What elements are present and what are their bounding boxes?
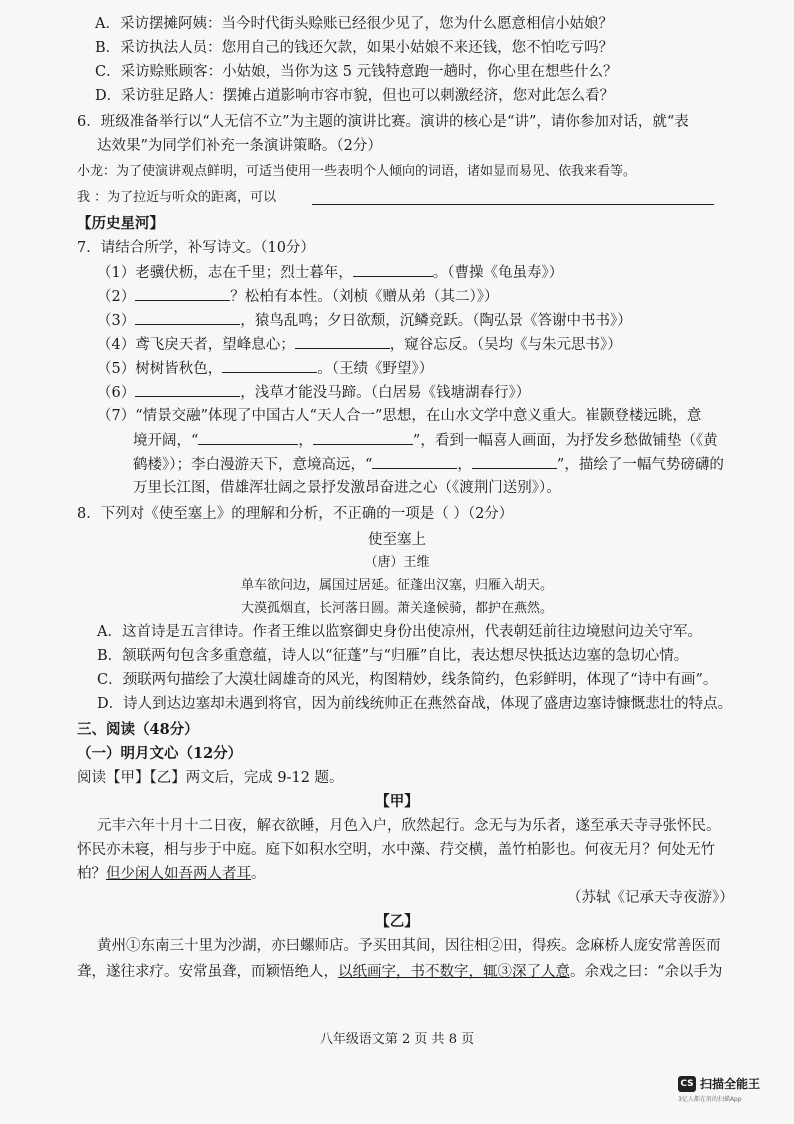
q7-item7-line2: 境开阔，“ ， ”，看到一幅喜人画面，为抒发乡愁做铺垫（《黄: [133, 430, 718, 451]
q7-title: 7．请结合所学，补写诗文。（10分）: [77, 240, 315, 256]
poem-author: （唐）王维: [364, 555, 430, 570]
jia-label: 【甲】: [375, 793, 419, 810]
q5-option-c: C．采访赊账顾客：小姑娘，当你为这 5 元钱特意跑一趟时，你心里在想些什么？: [95, 64, 618, 80]
poem-line-2: 大漠孤烟直，长河落日圆。萧关逢候骑，都护在燕然。: [240, 601, 553, 616]
q7-item7-line1: （7）“情景交融”体现了中国古人“天人合一”思想，在山水文学中意义重大。崔颢登楼远眺，意: [97, 408, 702, 424]
reading-intro: 阅读【甲】【乙】两文后，完成 9-12 题。: [77, 770, 344, 786]
section-history-title: 【历史星河】: [77, 215, 164, 232]
jia-source: （苏轼《记承天寺夜游》）: [567, 890, 734, 906]
jia-line-2: 怀民亦未寝，相与步于中庭。庭下如积水空明，水中藻、荇交横，盖竹柏影也。何夜无月？何处无竹: [77, 842, 715, 858]
q7-blank-1[interactable]: [353, 262, 433, 277]
q7-item4: （4）鸢飞戾天者，望峰息心； ，窥谷忘反。（吴均《与朱元思书》）: [97, 334, 622, 355]
q7-blank-6[interactable]: [135, 382, 240, 397]
q7-blank-7c[interactable]: [372, 454, 457, 469]
yi-line-2: 聋，遂往求疗。安常虽聋，而颖悟绝人，以纸画字，书不数字，辄③深了人意。余戏之曰：“余以手为: [77, 964, 723, 980]
q8-option-a: A．这首诗是五言律诗。作者王维以监察御史身份出使凉州，代表朝廷前往边境慰问边关守军。: [97, 624, 702, 640]
poem-line-1: 单车欲问边，属国过居延。征蓬出汉塞，归雁入胡天。: [240, 578, 553, 593]
q7-blank-5[interactable]: [222, 358, 317, 373]
section-3-title: 三、阅读（48分）: [77, 721, 199, 738]
q5-option-d: D．采访驻足路人：摆摊占道影响市容市貌，但也可以刺激经济，您对此怎么看？: [95, 88, 615, 104]
q7-item3: （3） ，猿鸟乱鸣；夕日欲颓，沉鳞竞跃。（陶弘景《答谢中书书》）: [97, 310, 632, 331]
yi-label: 【乙】: [375, 913, 419, 930]
q7-blank-7d[interactable]: [472, 454, 557, 469]
q8-option-d: D．诗人到达边塞却未遇到将官，因为前线统帅正在燕然奋战，体现了盛唐边塞诗慷慨悲壮的特点。: [97, 696, 733, 712]
q7-blank-7b[interactable]: [313, 430, 413, 445]
q7-item7-line4: 万里长江图，借雄浑壮阔之景抒发激昂奋进之心（《渡荆门送别》）。: [133, 480, 561, 496]
camscanner-logo-icon: CS: [678, 1076, 696, 1092]
q7-item2: （2） ？松柏有本性。（刘桢《赠从弟（其二）》）: [97, 286, 498, 307]
jia-line-1: 元丰六年十月十二日夜，解衣欲睡，月色入户，欣然起行。念无与为乐者，遂至承天寺寻张怀民。: [97, 818, 721, 834]
q6-xiaolong: 小龙：为了使演讲观点鲜明，可适当使用一些表明个人倾向的词语，诸如显而易见、依我来看等。: [77, 164, 637, 179]
q7-item6: （6） ，浅草才能没马蹄。（白居易《钱塘湖春行》）: [97, 382, 530, 403]
q7-blank-3[interactable]: [135, 310, 240, 325]
q7-item7-line3: 鹤楼》）；李白漫游天下，意境高远，“ ， ”，描绘了一幅气势磅礴的: [133, 454, 724, 475]
poem-title: 使至塞上: [368, 532, 426, 548]
page-footer: 八年级语文第 2 页 共 8 页: [319, 1032, 475, 1047]
q7-blank-2[interactable]: [135, 286, 230, 301]
q6-answer-line[interactable]: [312, 204, 714, 205]
watermark-name: 扫描全能王: [700, 1077, 761, 1091]
q8-option-b: B．颔联两句包含多重意蕴，诗人以“征蓬”与“归雁”自比，表达想尽快抵达边塞的急切心情。: [97, 648, 689, 664]
jia-underlined-sentence: 但少闲人如吾两人者耳: [106, 866, 251, 882]
q6-line2: 达效果”为同学们补充一条演讲策略。（2分）: [97, 138, 382, 154]
jia-line-3: 柏？但少闲人如吾两人者耳。: [77, 866, 266, 882]
q7-blank-4[interactable]: [295, 334, 390, 349]
section-3-1-title: （一）明月文心（12分）: [77, 745, 243, 762]
yi-line-1: 黄州①东南三十里为沙湖，亦曰螺师店。予买田其间，因往相②田，得疾。念麻桥人庞安常善医而: [97, 938, 721, 954]
q7-blank-7a[interactable]: [198, 430, 298, 445]
q6-line1: 6．班级准备举行以“人无信不立”为主题的演讲比赛。演讲的核心是“讲”，请你参加对话，就“表: [77, 114, 689, 130]
q5-option-b: B．采访执法人员：您用自己的钱还欠款，如果小姑娘不来还钱，您不怕吃亏吗？: [95, 40, 614, 56]
q8-title: 8．下列对《使至塞上》的理解和分析，不正确的一项是（ ）（2分）: [77, 506, 514, 522]
q6-me: 我 ：为了拉近与听众的距离，可以: [77, 190, 277, 205]
q8-option-c: C．颈联两句描绘了大漠壮阔雄奇的风光，构图精妙，线条简约，色彩鲜明，体现了“诗中有画”。: [97, 672, 718, 688]
yi-underlined-sentence: 以纸画字，书不数字，辄③深了人意: [338, 964, 570, 980]
q7-item5: （5）树树皆秋色， 。（王绩《野望》）: [97, 358, 433, 379]
q7-item1: （1）老骥伏枥，志在千里；烈士暮年， 。（曹操《龟虽寿》）: [97, 262, 563, 283]
watermark-tagline: 3亿人都在用的扫描App: [678, 1096, 742, 1103]
q5-option-a: A．采访摆摊阿姨：当今时代街头赊账已经很少见了，您为什么愿意相信小姑娘？: [95, 16, 613, 32]
